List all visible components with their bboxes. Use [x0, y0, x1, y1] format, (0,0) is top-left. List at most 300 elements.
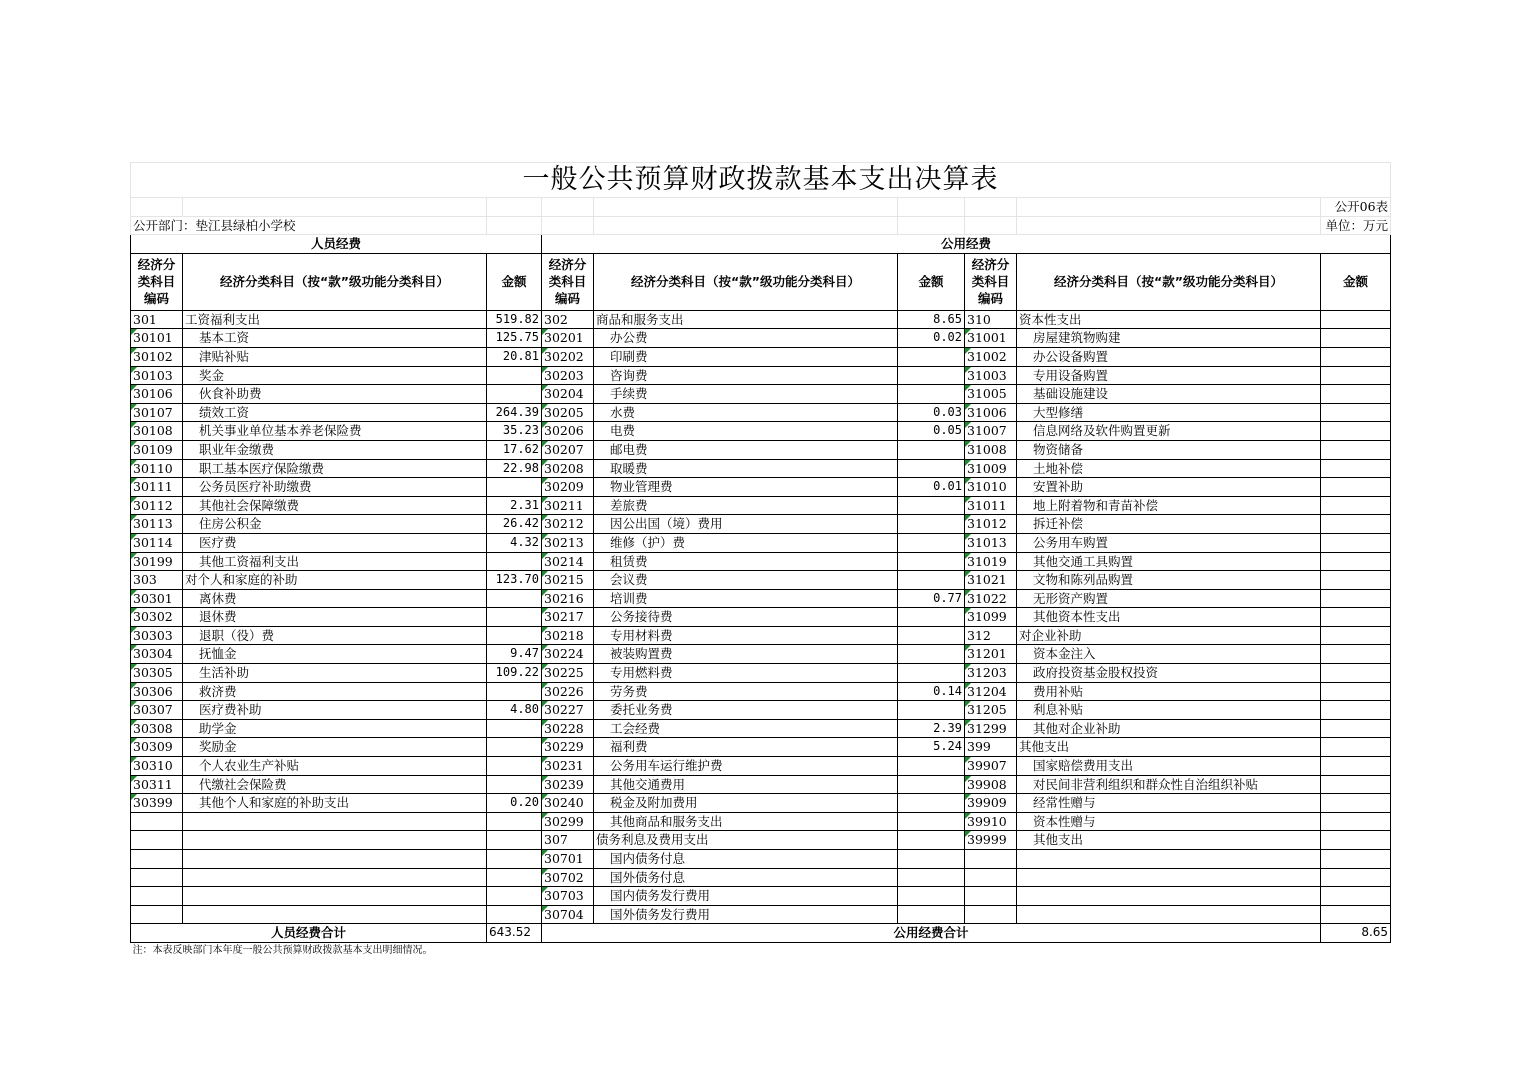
- amount-cell[interactable]: [1321, 347, 1391, 366]
- name-cell[interactable]: 文物和陈列品购置: [1017, 571, 1321, 590]
- name-cell[interactable]: 生活补助: [183, 664, 487, 683]
- amount-cell[interactable]: [1321, 626, 1391, 645]
- amount-cell[interactable]: [487, 608, 542, 627]
- amount-cell[interactable]: [898, 440, 965, 459]
- amount-cell[interactable]: [898, 850, 965, 869]
- amount-cell[interactable]: [1321, 905, 1391, 924]
- name-cell[interactable]: 公务用车运行维护费: [594, 757, 898, 776]
- code-cell[interactable]: 30112: [131, 496, 183, 515]
- amount-cell[interactable]: [1321, 719, 1391, 738]
- code-cell[interactable]: 30229: [542, 738, 594, 757]
- code-cell[interactable]: 30206: [542, 422, 594, 441]
- code-cell[interactable]: 30303: [131, 626, 183, 645]
- amount-cell[interactable]: [487, 366, 542, 385]
- amount-cell[interactable]: 0.14: [898, 682, 965, 701]
- code-cell[interactable]: [131, 868, 183, 887]
- code-cell[interactable]: 30207: [542, 440, 594, 459]
- name-cell[interactable]: 基础设施建设: [1017, 385, 1321, 404]
- name-cell[interactable]: 电费: [594, 422, 898, 441]
- amount-cell[interactable]: [1321, 478, 1391, 497]
- amount-cell[interactable]: [487, 626, 542, 645]
- name-cell[interactable]: 奖励金: [183, 738, 487, 757]
- cell[interactable]: [898, 198, 965, 217]
- amount-cell[interactable]: [487, 682, 542, 701]
- amount-cell[interactable]: 9.47: [487, 645, 542, 664]
- name-cell[interactable]: 差旅费: [594, 496, 898, 515]
- name-cell[interactable]: 维修（护）费: [594, 533, 898, 552]
- name-cell[interactable]: [1017, 905, 1321, 924]
- cell[interactable]: [1017, 198, 1321, 217]
- code-cell[interactable]: [131, 887, 183, 906]
- amount-cell[interactable]: [487, 887, 542, 906]
- code-cell[interactable]: 30199: [131, 552, 183, 571]
- code-cell[interactable]: 31019: [965, 552, 1017, 571]
- name-cell[interactable]: 职业年金缴费: [183, 440, 487, 459]
- code-cell[interactable]: 30704: [542, 905, 594, 924]
- cell[interactable]: [898, 216, 965, 235]
- amount-cell[interactable]: 123.70: [487, 571, 542, 590]
- code-cell[interactable]: 39908: [965, 775, 1017, 794]
- code-cell[interactable]: [131, 905, 183, 924]
- amount-cell[interactable]: [898, 533, 965, 552]
- code-cell[interactable]: 30703: [542, 887, 594, 906]
- code-cell[interactable]: 30213: [542, 533, 594, 552]
- name-cell[interactable]: 对企业补助: [1017, 626, 1321, 645]
- amount-cell[interactable]: [898, 701, 965, 720]
- name-cell[interactable]: 机关事业单位基本养老保险费: [183, 422, 487, 441]
- amount-cell[interactable]: [487, 552, 542, 571]
- amount-cell[interactable]: [1321, 812, 1391, 831]
- code-cell[interactable]: 31001: [965, 329, 1017, 348]
- amount-cell[interactable]: [898, 459, 965, 478]
- amount-cell[interactable]: [898, 347, 965, 366]
- code-cell[interactable]: [965, 887, 1017, 906]
- name-cell[interactable]: 退休费: [183, 608, 487, 627]
- code-cell[interactable]: 30399: [131, 794, 183, 813]
- amount-cell[interactable]: [898, 812, 965, 831]
- name-cell[interactable]: [183, 887, 487, 906]
- public-total-amount[interactable]: 8.65: [1321, 924, 1391, 943]
- name-cell[interactable]: 工资福利支出: [183, 310, 487, 329]
- name-cell[interactable]: 助学金: [183, 719, 487, 738]
- cell[interactable]: [965, 198, 1017, 217]
- code-cell[interactable]: 30308: [131, 719, 183, 738]
- code-cell[interactable]: 30114: [131, 533, 183, 552]
- name-cell[interactable]: 会议费: [594, 571, 898, 590]
- code-cell[interactable]: 30113: [131, 515, 183, 534]
- name-cell[interactable]: 因公出国（境）费用: [594, 515, 898, 534]
- name-cell[interactable]: [1017, 850, 1321, 869]
- code-cell[interactable]: 31003: [965, 366, 1017, 385]
- code-cell[interactable]: 399: [965, 738, 1017, 757]
- code-cell[interactable]: 30103: [131, 366, 183, 385]
- code-cell[interactable]: 31013: [965, 533, 1017, 552]
- code-cell[interactable]: 30301: [131, 589, 183, 608]
- name-cell[interactable]: 国家赔偿费用支出: [1017, 757, 1321, 776]
- code-cell[interactable]: 30201: [542, 329, 594, 348]
- code-cell[interactable]: 30239: [542, 775, 594, 794]
- code-cell[interactable]: 302: [542, 310, 594, 329]
- name-cell[interactable]: 手续费: [594, 385, 898, 404]
- name-cell[interactable]: 其他商品和服务支出: [594, 812, 898, 831]
- name-cell[interactable]: 劳务费: [594, 682, 898, 701]
- name-cell[interactable]: 印刷费: [594, 347, 898, 366]
- name-cell[interactable]: 信息网络及软件购置更新: [1017, 422, 1321, 441]
- code-cell[interactable]: [131, 812, 183, 831]
- name-cell[interactable]: [183, 868, 487, 887]
- code-cell[interactable]: 30309: [131, 738, 183, 757]
- name-cell[interactable]: 租赁费: [594, 552, 898, 571]
- amount-cell[interactable]: [1321, 738, 1391, 757]
- name-cell[interactable]: 医疗费: [183, 533, 487, 552]
- name-cell[interactable]: 利息补贴: [1017, 701, 1321, 720]
- code-cell[interactable]: 30227: [542, 701, 594, 720]
- name-cell[interactable]: 经常性赠与: [1017, 794, 1321, 813]
- code-cell[interactable]: 30211: [542, 496, 594, 515]
- amount-cell[interactable]: [487, 719, 542, 738]
- amount-cell[interactable]: [487, 589, 542, 608]
- amount-cell[interactable]: 264.39: [487, 403, 542, 422]
- amount-cell[interactable]: [1321, 385, 1391, 404]
- name-cell[interactable]: 津贴补贴: [183, 347, 487, 366]
- amount-cell[interactable]: [487, 812, 542, 831]
- code-cell[interactable]: 30107: [131, 403, 183, 422]
- name-cell[interactable]: [183, 905, 487, 924]
- name-cell[interactable]: 其他资本性支出: [1017, 608, 1321, 627]
- amount-cell[interactable]: 2.39: [898, 719, 965, 738]
- name-cell[interactable]: 费用补贴: [1017, 682, 1321, 701]
- amount-cell[interactable]: [898, 608, 965, 627]
- code-cell[interactable]: 30702: [542, 868, 594, 887]
- cell[interactable]: [487, 198, 542, 217]
- amount-cell[interactable]: [1321, 589, 1391, 608]
- amount-cell[interactable]: 8.65: [898, 310, 965, 329]
- code-cell[interactable]: 312: [965, 626, 1017, 645]
- name-cell[interactable]: 医疗费补助: [183, 701, 487, 720]
- name-cell[interactable]: [183, 831, 487, 850]
- amount-cell[interactable]: [1321, 366, 1391, 385]
- amount-cell[interactable]: [898, 366, 965, 385]
- cell[interactable]: [594, 198, 898, 217]
- name-cell[interactable]: 其他社会保障缴费: [183, 496, 487, 515]
- amount-cell[interactable]: [487, 905, 542, 924]
- code-cell[interactable]: 303: [131, 571, 183, 590]
- name-cell[interactable]: 离休费: [183, 589, 487, 608]
- name-cell[interactable]: 无形资产购置: [1017, 589, 1321, 608]
- code-cell[interactable]: 31011: [965, 496, 1017, 515]
- code-cell[interactable]: 30240: [542, 794, 594, 813]
- code-cell[interactable]: 30299: [542, 812, 594, 831]
- amount-cell[interactable]: [898, 905, 965, 924]
- code-cell[interactable]: 39909: [965, 794, 1017, 813]
- code-cell[interactable]: 30102: [131, 347, 183, 366]
- name-cell[interactable]: 国内债务发行费用: [594, 887, 898, 906]
- code-cell[interactable]: 30106: [131, 385, 183, 404]
- code-cell[interactable]: 30203: [542, 366, 594, 385]
- name-cell[interactable]: 物资储备: [1017, 440, 1321, 459]
- name-cell[interactable]: [183, 812, 487, 831]
- code-cell[interactable]: 31021: [965, 571, 1017, 590]
- amount-cell[interactable]: [1321, 459, 1391, 478]
- name-cell[interactable]: [183, 850, 487, 869]
- amount-cell[interactable]: 17.62: [487, 440, 542, 459]
- code-cell[interactable]: 30224: [542, 645, 594, 664]
- name-cell[interactable]: 公务接待费: [594, 608, 898, 627]
- name-cell[interactable]: 退职（役）费: [183, 626, 487, 645]
- code-cell[interactable]: 307: [542, 831, 594, 850]
- code-cell[interactable]: 30215: [542, 571, 594, 590]
- name-cell[interactable]: [1017, 887, 1321, 906]
- code-cell[interactable]: 30110: [131, 459, 183, 478]
- name-cell[interactable]: 抚恤金: [183, 645, 487, 664]
- cell[interactable]: [183, 198, 487, 217]
- code-cell[interactable]: 30212: [542, 515, 594, 534]
- amount-cell[interactable]: [898, 552, 965, 571]
- code-cell[interactable]: 30225: [542, 664, 594, 683]
- amount-cell[interactable]: [898, 664, 965, 683]
- amount-cell[interactable]: [898, 496, 965, 515]
- amount-cell[interactable]: 125.75: [487, 329, 542, 348]
- amount-cell[interactable]: 0.03: [898, 403, 965, 422]
- name-cell[interactable]: 其他工资福利支出: [183, 552, 487, 571]
- name-cell[interactable]: 资本性赠与: [1017, 812, 1321, 831]
- amount-cell[interactable]: [898, 868, 965, 887]
- amount-cell[interactable]: [1321, 440, 1391, 459]
- amount-cell[interactable]: [1321, 794, 1391, 813]
- name-cell[interactable]: 对民间非营利组织和群众性自治组织补贴: [1017, 775, 1321, 794]
- name-cell[interactable]: 水费: [594, 403, 898, 422]
- amount-cell[interactable]: [1321, 645, 1391, 664]
- name-cell[interactable]: 资本金注入: [1017, 645, 1321, 664]
- code-cell[interactable]: [965, 905, 1017, 924]
- code-cell[interactable]: 30209: [542, 478, 594, 497]
- cell[interactable]: [594, 216, 898, 235]
- amount-cell[interactable]: [1321, 496, 1391, 515]
- name-cell[interactable]: 专用材料费: [594, 626, 898, 645]
- amount-cell[interactable]: [1321, 887, 1391, 906]
- code-cell[interactable]: 31005: [965, 385, 1017, 404]
- name-cell[interactable]: 地上附着物和青苗补偿: [1017, 496, 1321, 515]
- code-cell[interactable]: 31205: [965, 701, 1017, 720]
- code-cell[interactable]: 31099: [965, 608, 1017, 627]
- code-cell[interactable]: 30305: [131, 664, 183, 683]
- name-cell[interactable]: 商品和服务支出: [594, 310, 898, 329]
- amount-cell[interactable]: [898, 757, 965, 776]
- code-cell[interactable]: [131, 831, 183, 850]
- name-cell[interactable]: 其他个人和家庭的补助支出: [183, 794, 487, 813]
- name-cell[interactable]: 绩效工资: [183, 403, 487, 422]
- amount-cell[interactable]: [487, 757, 542, 776]
- amount-cell[interactable]: 22.98: [487, 459, 542, 478]
- code-cell[interactable]: [965, 850, 1017, 869]
- amount-cell[interactable]: [898, 887, 965, 906]
- name-cell[interactable]: 公务员医疗补助缴费: [183, 478, 487, 497]
- amount-cell[interactable]: [487, 868, 542, 887]
- code-cell[interactable]: 39907: [965, 757, 1017, 776]
- amount-cell[interactable]: [1321, 775, 1391, 794]
- code-cell[interactable]: 30307: [131, 701, 183, 720]
- amount-cell[interactable]: [1321, 403, 1391, 422]
- amount-cell[interactable]: [1321, 608, 1391, 627]
- name-cell[interactable]: 房屋建筑物购建: [1017, 329, 1321, 348]
- code-cell[interactable]: 30226: [542, 682, 594, 701]
- amount-cell[interactable]: [1321, 310, 1391, 329]
- code-cell[interactable]: 31203: [965, 664, 1017, 683]
- code-cell[interactable]: 31006: [965, 403, 1017, 422]
- code-cell[interactable]: 30228: [542, 719, 594, 738]
- amount-cell[interactable]: [1321, 571, 1391, 590]
- name-cell[interactable]: 专用设备购置: [1017, 366, 1321, 385]
- code-cell[interactable]: 31022: [965, 589, 1017, 608]
- amount-cell[interactable]: [1321, 831, 1391, 850]
- amount-cell[interactable]: [1321, 682, 1391, 701]
- name-cell[interactable]: 救济费: [183, 682, 487, 701]
- code-cell[interactable]: 31008: [965, 440, 1017, 459]
- code-cell[interactable]: 39999: [965, 831, 1017, 850]
- name-cell[interactable]: 被装购置费: [594, 645, 898, 664]
- name-cell[interactable]: 公务用车购置: [1017, 533, 1321, 552]
- code-cell[interactable]: 30216: [542, 589, 594, 608]
- code-cell[interactable]: 301: [131, 310, 183, 329]
- code-cell[interactable]: 30208: [542, 459, 594, 478]
- name-cell[interactable]: 其他对企业补助: [1017, 719, 1321, 738]
- code-cell[interactable]: 31009: [965, 459, 1017, 478]
- amount-cell[interactable]: [1321, 701, 1391, 720]
- code-cell[interactable]: 31201: [965, 645, 1017, 664]
- amount-cell[interactable]: [1321, 664, 1391, 683]
- code-cell[interactable]: 30214: [542, 552, 594, 571]
- name-cell[interactable]: 其他交通费用: [594, 775, 898, 794]
- code-cell[interactable]: 30108: [131, 422, 183, 441]
- name-cell[interactable]: 办公设备购置: [1017, 347, 1321, 366]
- amount-cell[interactable]: [487, 385, 542, 404]
- amount-cell[interactable]: [898, 645, 965, 664]
- amount-cell[interactable]: 20.81: [487, 347, 542, 366]
- amount-cell[interactable]: 26.42: [487, 515, 542, 534]
- code-cell[interactable]: 30218: [542, 626, 594, 645]
- name-cell[interactable]: 个人农业生产补贴: [183, 757, 487, 776]
- name-cell[interactable]: 税金及附加费用: [594, 794, 898, 813]
- code-cell[interactable]: [131, 850, 183, 869]
- code-cell[interactable]: 31007: [965, 422, 1017, 441]
- cell[interactable]: [965, 216, 1017, 235]
- code-cell[interactable]: 31012: [965, 515, 1017, 534]
- name-cell[interactable]: 住房公积金: [183, 515, 487, 534]
- code-cell[interactable]: 30302: [131, 608, 183, 627]
- amount-cell[interactable]: [1321, 329, 1391, 348]
- amount-cell[interactable]: 519.82: [487, 310, 542, 329]
- name-cell[interactable]: 工会经费: [594, 719, 898, 738]
- cell[interactable]: [1017, 216, 1321, 235]
- name-cell[interactable]: 办公费: [594, 329, 898, 348]
- name-cell[interactable]: 咨询费: [594, 366, 898, 385]
- amount-cell[interactable]: 4.32: [487, 533, 542, 552]
- amount-cell[interactable]: 0.20: [487, 794, 542, 813]
- name-cell[interactable]: 安置补助: [1017, 478, 1321, 497]
- personnel-total-amount[interactable]: 643.52: [487, 924, 542, 943]
- amount-cell[interactable]: [1321, 422, 1391, 441]
- name-cell[interactable]: 基本工资: [183, 329, 487, 348]
- name-cell[interactable]: 福利费: [594, 738, 898, 757]
- name-cell[interactable]: 土地补偿: [1017, 459, 1321, 478]
- name-cell[interactable]: 委托业务费: [594, 701, 898, 720]
- name-cell[interactable]: 取暖费: [594, 459, 898, 478]
- code-cell[interactable]: 30202: [542, 347, 594, 366]
- amount-cell[interactable]: [898, 794, 965, 813]
- amount-cell[interactable]: [487, 850, 542, 869]
- code-cell[interactable]: 31204: [965, 682, 1017, 701]
- name-cell[interactable]: 对个人和家庭的补助: [183, 571, 487, 590]
- amount-cell[interactable]: [487, 775, 542, 794]
- name-cell[interactable]: 大型修缮: [1017, 403, 1321, 422]
- name-cell[interactable]: 物业管理费: [594, 478, 898, 497]
- name-cell[interactable]: 其他支出: [1017, 831, 1321, 850]
- name-cell[interactable]: 代缴社会保险费: [183, 775, 487, 794]
- code-cell[interactable]: 30111: [131, 478, 183, 497]
- amount-cell[interactable]: 0.02: [898, 329, 965, 348]
- amount-cell[interactable]: [898, 626, 965, 645]
- amount-cell[interactable]: 0.05: [898, 422, 965, 441]
- amount-cell[interactable]: 2.31: [487, 496, 542, 515]
- amount-cell[interactable]: [898, 831, 965, 850]
- code-cell[interactable]: 31299: [965, 719, 1017, 738]
- amount-cell[interactable]: [487, 831, 542, 850]
- amount-cell[interactable]: [1321, 533, 1391, 552]
- amount-cell[interactable]: [1321, 552, 1391, 571]
- amount-cell[interactable]: [1321, 515, 1391, 534]
- code-cell[interactable]: 30101: [131, 329, 183, 348]
- amount-cell[interactable]: [898, 515, 965, 534]
- amount-cell[interactable]: [898, 385, 965, 404]
- name-cell[interactable]: 政府投资基金股权投资: [1017, 664, 1321, 683]
- code-cell[interactable]: 30311: [131, 775, 183, 794]
- name-cell[interactable]: 拆迁补偿: [1017, 515, 1321, 534]
- code-cell[interactable]: 30310: [131, 757, 183, 776]
- cell[interactable]: [542, 198, 594, 217]
- amount-cell[interactable]: [898, 775, 965, 794]
- code-cell[interactable]: [965, 868, 1017, 887]
- code-cell[interactable]: 30109: [131, 440, 183, 459]
- name-cell[interactable]: 其他支出: [1017, 738, 1321, 757]
- code-cell[interactable]: 30204: [542, 385, 594, 404]
- amount-cell[interactable]: 5.24: [898, 738, 965, 757]
- cell[interactable]: [487, 216, 542, 235]
- code-cell[interactable]: 30205: [542, 403, 594, 422]
- amount-cell[interactable]: [487, 478, 542, 497]
- code-cell[interactable]: 30306: [131, 682, 183, 701]
- cell[interactable]: [131, 198, 183, 217]
- amount-cell[interactable]: 109.22: [487, 664, 542, 683]
- name-cell[interactable]: 其他交通工具购置: [1017, 552, 1321, 571]
- cell[interactable]: [542, 216, 594, 235]
- code-cell[interactable]: 31010: [965, 478, 1017, 497]
- name-cell[interactable]: [1017, 868, 1321, 887]
- name-cell[interactable]: 国外债务付息: [594, 868, 898, 887]
- name-cell[interactable]: 国外债务发行费用: [594, 905, 898, 924]
- code-cell[interactable]: 30231: [542, 757, 594, 776]
- code-cell[interactable]: 31002: [965, 347, 1017, 366]
- name-cell[interactable]: 专用燃料费: [594, 664, 898, 683]
- amount-cell[interactable]: 0.77: [898, 589, 965, 608]
- amount-cell[interactable]: [487, 738, 542, 757]
- name-cell[interactable]: 资本性支出: [1017, 310, 1321, 329]
- name-cell[interactable]: 邮电费: [594, 440, 898, 459]
- code-cell[interactable]: 39910: [965, 812, 1017, 831]
- name-cell[interactable]: 奖金: [183, 366, 487, 385]
- name-cell[interactable]: 国内债务付息: [594, 850, 898, 869]
- code-cell[interactable]: 30217: [542, 608, 594, 627]
- amount-cell[interactable]: [1321, 868, 1391, 887]
